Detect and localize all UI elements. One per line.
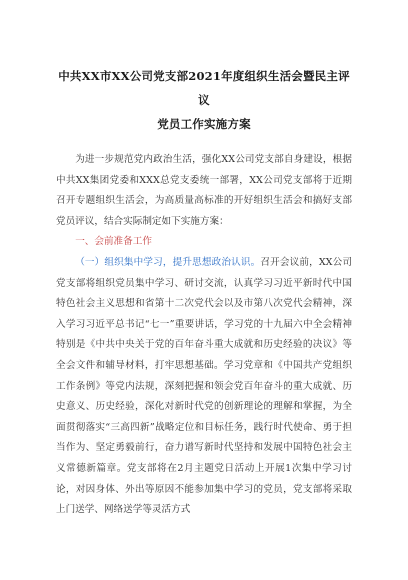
intro-paragraph: 为进一步规范党内政治生活，强化XX公司党支部自身建设，根据中共XX集团党委和XXX总党支委统一部署，XX公司党支部将于近期召开专题组织生活会，为高质量高标准的开好组织生活会和搞好支部党员评议，结合实际制定如下实施方案： [56, 154, 352, 227]
section-heading-pre-meeting: 一、会前准备工作 [75, 236, 152, 248]
subsection-heading-study: （一）组织集中学习，提升思想政治认识。 [75, 256, 261, 268]
document-title-line1: 中共XX市XX公司党支部2021年度组织生活会暨民主评议 [58, 69, 350, 107]
document-title-line2: 党员工作实施方案 [157, 117, 251, 131]
subsection-paragraph-study [56, 253, 352, 521]
subsection-text-study: 召开会议前，XX公司党支部将组织党员集中学习、研讨交流，认真学习习近平新时代中国特色社会主义思想和省第十二次党代会以及市第八次党代会精神，深入学习习近平总书记“七一”重要讲话，学习党的十九届六中全会精神特别是《中共中央关于党的百年奋斗重大成就和历史经验的决议》等全会文件和辅导材料，打牢思想基础。学习党章和《中国共产党组织工作条例》等党内法规，深刻把握和领会党百年奋斗的重大成就、历史意义、历史经验，深化对新时代党的创新理论的理解和掌握，为全面贯彻落实“三高四新”战略定位和目标任务，践行时代使命、勇于担当作为、坚定勇毅前行，奋力谱写新时代坚持和发展中国特色社会主义常德新篇章。党支部将在2月主题党日活动上开展1次集中学习讨论，对因身体、外出等原因不能参加集中学习的党员，党支部将采取上门送学、网络送学等灵活方式 [56, 256, 353, 516]
